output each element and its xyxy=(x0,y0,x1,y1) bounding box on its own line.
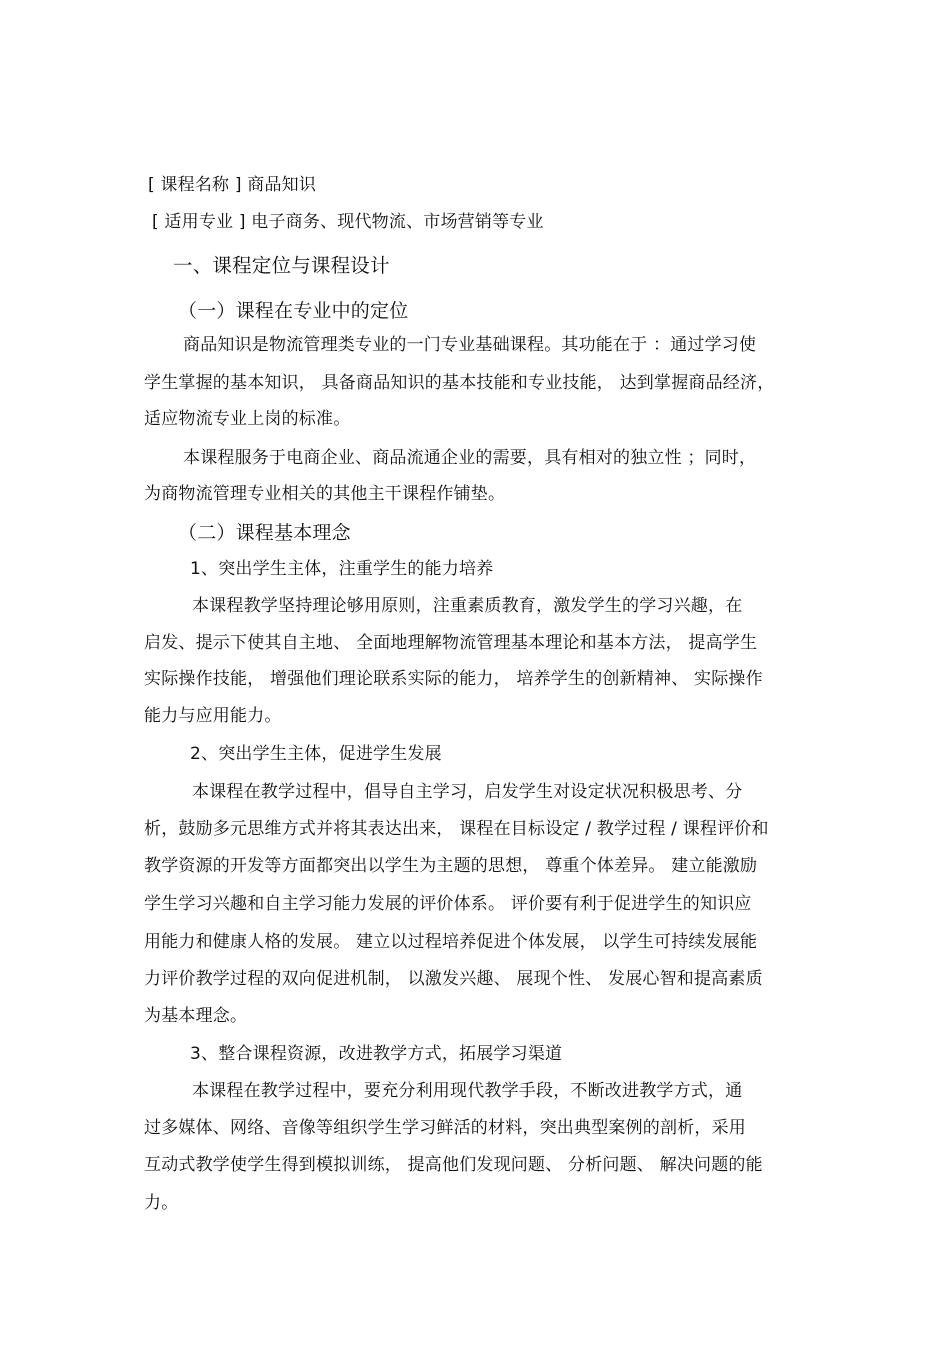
paragraph-line: 适应物流专业上岗的标准。 xyxy=(144,409,351,429)
paragraph-line: 互动式教学使学生得到模拟训练， 提高他们发现问题、 分析问题、 解决问题的能 xyxy=(144,1155,763,1175)
paragraph-line: 启发、提示下使其自主地、 全面地理解物流管理基本理论和基本方法， 提高学生 xyxy=(144,633,758,653)
paragraph-line: 实际操作技能， 增强他们理论联系实际的能力， 培养学生的创新精神、 实际操作 xyxy=(144,669,763,689)
paragraph-line: 商品知识是物流管理类专业的一门专业基础课程。其功能在于 ：通过学习使 xyxy=(183,335,757,355)
paragraph-line: 本课程服务于电商企业、商品流通企业的需要，具有相对的独立性 ；同时， xyxy=(183,448,757,468)
subsection-1-heading: （一）课程在专业中的定位 xyxy=(178,300,409,322)
paragraph-line: 过多媒体、网络、音像等组织学生学习鲜活的材料，突出典型案例的剖析，采用 xyxy=(144,1118,746,1138)
paragraph-line: 析，鼓励多元思维方式并将其表达出来， 课程在目标设定 / 教学过程 / 课程评价和 xyxy=(144,819,769,839)
course-name-line: [ 课程名称 ] 商品知识 xyxy=(148,175,317,195)
paragraph-line: 为基本理念。 xyxy=(144,1006,248,1026)
section-1-heading: 一、课程定位与课程设计 xyxy=(173,254,390,277)
paragraph-line: 用能力和健康人格的发展。 建立以过程培养促进个体发展， 以学生可持续发展能 xyxy=(144,932,758,952)
applicable-major-line: [ 适用专业 ] 电子商务、现代物流、市场营销等专业 xyxy=(152,212,544,232)
paragraph-line: 为商物流管理专业相关的其他主干课程作铺垫。 xyxy=(144,484,506,504)
item-2-heading: 2、突出学生主体，促进学生发展 xyxy=(190,744,442,764)
paragraph-line: 本课程教学坚持理论够用原则，注重素质教育，激发学生的学习兴趣，在 xyxy=(192,596,743,616)
paragraph-line: 学生掌握的基本知识， 具备商品知识的基本技能和专业技能， 达到掌握商品经济， xyxy=(144,373,775,393)
paragraph-line: 力评价教学过程的双向促进机制， 以激发兴趣、 展现个性、 发展心智和提高素质 xyxy=(144,969,763,989)
paragraph-line: 本课程在教学过程中，要充分利用现代教学手段，不断改进教学方式，通 xyxy=(192,1081,743,1101)
item-3-heading: 3、整合课程资源，改进教学方式，拓展学习渠道 xyxy=(190,1044,563,1064)
paragraph-line: 学生学习兴趣和自主学习能力发展的评价体系。 评价要有利于促进学生的知识应 xyxy=(144,894,752,914)
item-1-heading: 1、突出学生主体，注重学生的能力培养 xyxy=(190,559,494,579)
paragraph-line: 能力与应用能力。 xyxy=(144,706,282,726)
paragraph-line: 力。 xyxy=(144,1193,179,1213)
paragraph-line: 教学资源的开发等方面都突出以学生为主题的思想， 尊重个体差异。 建立能激励 xyxy=(144,856,758,876)
paragraph-line: 本课程在教学过程中，倡导自主学习，启发学生对设定状况积极思考、分 xyxy=(192,782,743,802)
subsection-2-heading: （二）课程基本理念 xyxy=(178,522,351,544)
